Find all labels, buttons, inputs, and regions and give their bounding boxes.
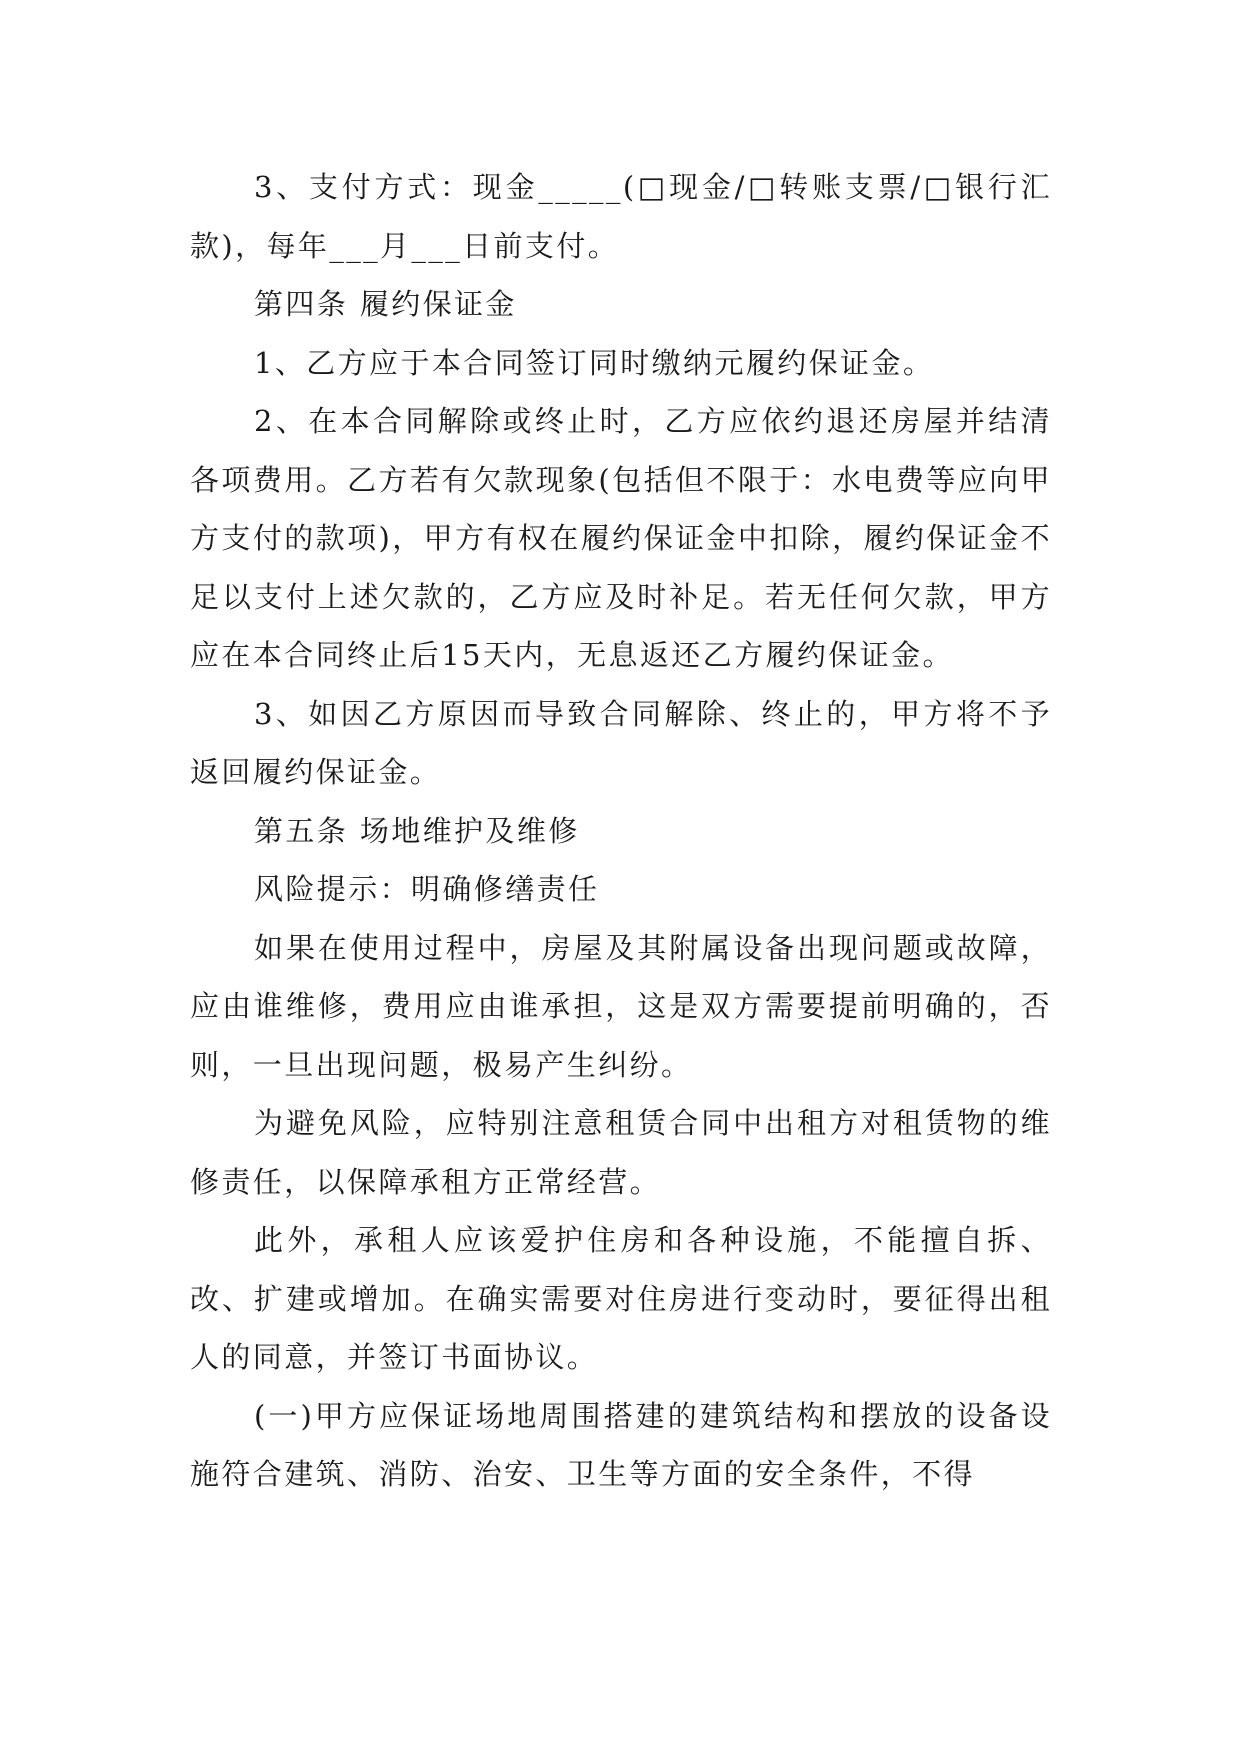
deposit-clause-1: 1、乙方应于本合同签订同时缴纳元履约保证金。	[254, 345, 935, 380]
landlord-obligation-clause-1: (一)甲方应保证场地周围搭建的建筑结构和摆放的设备设施符合建筑、消防、治安、卫生等方面的安全条件，不得	[190, 1398, 1052, 1491]
tenant-duty-paragraph: 此外，承租人应该爱护住房和各种设施，不能擅自拆、改、扩建或增加。在确实需要对住房进行变动时，要征得出租人的同意，并签订书面协议。	[190, 1223, 1052, 1374]
payment-method-clause: 3、支付方式：现金_____(□现金/□转账支票/□银行汇款)，每年___月___日前支付。	[190, 170, 1052, 263]
deposit-clause-3: 3、如因乙方原因而导致合同解除、终止的，甲方将不予返回履约保证金。	[190, 696, 1052, 789]
risk-tip: 风险提示：明确修缮责任	[254, 872, 600, 906]
article-five-heading: 第五条 场地维护及维修	[254, 813, 580, 848]
repair-responsibility-paragraph: 如果在使用过程中，房屋及其附属设备出现问题或故障，应由谁维修，费用应由谁承担，这是双方需要提前明确的，否则，一旦出现问题，极易产生纠纷。	[190, 930, 1052, 1082]
deposit-clause-2: 2、在本合同解除或终止时，乙方应依约退还房屋并结清各项费用。乙方若有欠款现象(包括但不限于：水电费等应向甲方支付的款项)，甲方有权在履约保证金中扣除，履约保证金不足以支付上述欠款的，乙方应及时补足。若无任何欠款，甲方应在本合同终止后15天内，无息返还乙方履约保证金。	[190, 404, 1052, 672]
risk-avoidance-paragraph: 为避免风险，应特别注意租赁合同中出租方对租赁物的维修责任，以保障承租方正常经营。	[190, 1106, 1052, 1199]
article-four-heading: 第四条 履约保证金	[254, 287, 517, 321]
document-body	[190, 158, 1052, 1504]
